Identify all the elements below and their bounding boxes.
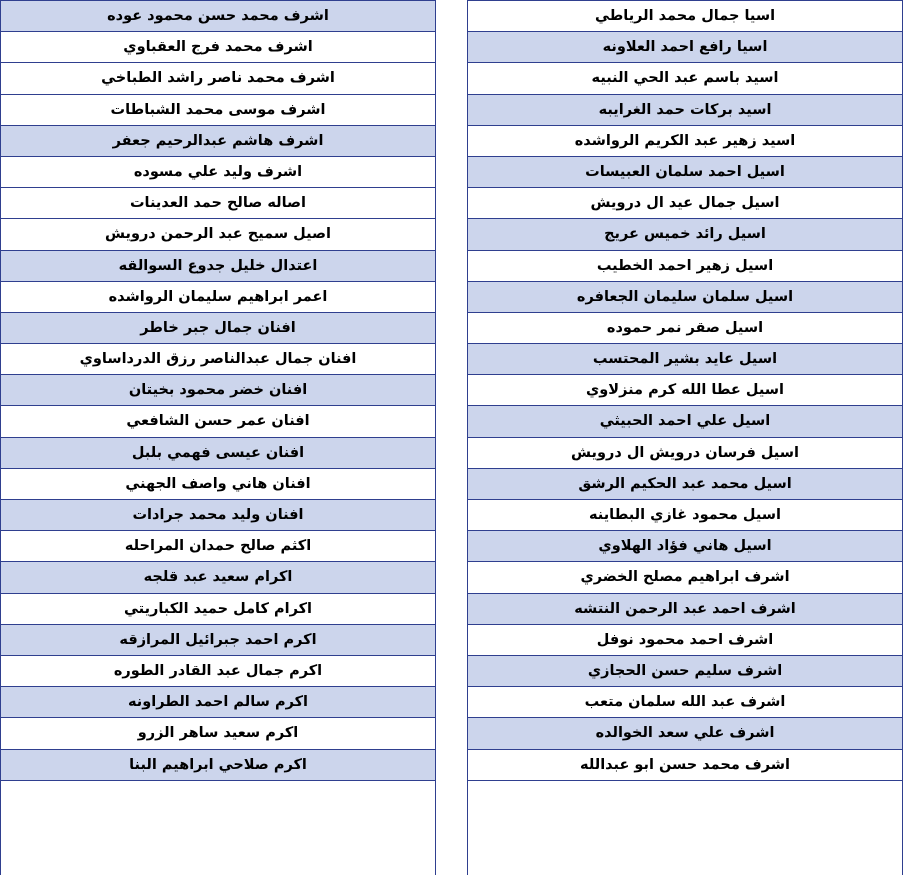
table-row: اسيل فرسان درويش ال درويش bbox=[468, 438, 902, 469]
table-row: اسيل محمود غازي البطاينه bbox=[468, 500, 902, 531]
table-row: اشرف سليم حسن الحجازي bbox=[468, 656, 902, 687]
table-row: اسيل هاني فؤاد الهلاوي bbox=[468, 531, 902, 562]
table-row: اشرف احمد محمود نوفل bbox=[468, 625, 902, 656]
table-row: اشرف احمد عبد الرحمن النتشه bbox=[468, 594, 902, 625]
table-row: اشرف ابراهيم مصلح الخضري bbox=[468, 562, 902, 593]
table-row: اسيل جمال عيد ال درويش bbox=[468, 188, 902, 219]
table-row: اكرم جمال عبد القادر الطوره bbox=[1, 656, 435, 687]
table-row: اسيد زهير عبد الكريم الرواشده bbox=[468, 126, 902, 157]
table-row: اسيل محمد عبد الحكيم الرشق bbox=[468, 469, 902, 500]
table-row: اكرام كامل حميد الكباريتي bbox=[1, 594, 435, 625]
table-row: اشرف محمد حسن ابو عبدالله bbox=[468, 750, 902, 781]
table-row: اكرم سالم احمد الطراونه bbox=[1, 687, 435, 718]
table-row: اسيل عايد بشير المحتسب bbox=[468, 344, 902, 375]
table-row: اسيد باسم عبد الحي النبيه bbox=[468, 63, 902, 94]
table-row: اشرف عبد الله سلمان متعب bbox=[468, 687, 902, 718]
table-row: اعمر ابراهيم سليمان الرواشده bbox=[1, 282, 435, 313]
table-row: اكرم صلاحي ابراهيم البنا bbox=[1, 750, 435, 781]
table-row: اسيد بركات حمد الغرايبه bbox=[468, 95, 902, 126]
table-row: اسيل صقر نمر حموده bbox=[468, 313, 902, 344]
table-row: اسيل سلمان سليمان الجعافره bbox=[468, 282, 902, 313]
table-row: اسيا رافع احمد العلاونه bbox=[468, 32, 902, 63]
table-row: اسيل علي احمد الحبيثي bbox=[468, 406, 902, 437]
table-row: افنان عمر حسن الشافعي bbox=[1, 406, 435, 437]
table-row: اكثم صالح حمدان المراحله bbox=[1, 531, 435, 562]
table-row: اسيل زهير احمد الخطيب bbox=[468, 251, 902, 282]
table-row: اكرام سعيد عبد قلجه bbox=[1, 562, 435, 593]
table-row: افنان هاني واصف الجهني bbox=[1, 469, 435, 500]
table-row: اكرم سعيد ساهر الزرو bbox=[1, 718, 435, 749]
table-row: اشرف موسى محمد الشباطات bbox=[1, 95, 435, 126]
table-row: اشرف وليد علي مسوده bbox=[1, 157, 435, 188]
table-row: افنان جمال جبر خاطر bbox=[1, 313, 435, 344]
table-row: افنان عيسى فهمي بلبل bbox=[1, 438, 435, 469]
table-row: اصيل سميح عبد الرحمن درويش bbox=[1, 219, 435, 250]
table-row: اشرف علي سعد الخوالده bbox=[468, 718, 902, 749]
table-row: اشرف هاشم عبدالرحيم جعفر bbox=[1, 126, 435, 157]
names-column-right bbox=[467, 0, 903, 875]
table-row: اشرف محمد حسن محمود عوده bbox=[1, 1, 435, 32]
table-row: اشرف محمد ناصر راشد الطباخي bbox=[1, 63, 435, 94]
table-row: افنان خضر محمود بخيتان bbox=[1, 375, 435, 406]
table-row: اعتدال خليل جدوع السوالقه bbox=[1, 251, 435, 282]
table-row: اشرف محمد فرج العقباوي bbox=[1, 32, 435, 63]
table-row: اسيل عطا الله كرم منزلاوي bbox=[468, 375, 902, 406]
column-gap bbox=[436, 0, 467, 875]
table-row: اسيا جمال محمد الرياطي bbox=[468, 1, 902, 32]
table-row: افنان جمال عبدالناصر رزق الدرداساوي bbox=[1, 344, 435, 375]
table-row: اسيل احمد سلمان العبيسات bbox=[468, 157, 902, 188]
table-row: افنان وليد محمد جرادات bbox=[1, 500, 435, 531]
table-row: اكرم احمد جبرائيل المرازقه bbox=[1, 625, 435, 656]
table-row: اصاله صالح حمد العدينات bbox=[1, 188, 435, 219]
names-column-left bbox=[0, 0, 436, 875]
table-row: اسيل رائد خميس عريج bbox=[468, 219, 902, 250]
